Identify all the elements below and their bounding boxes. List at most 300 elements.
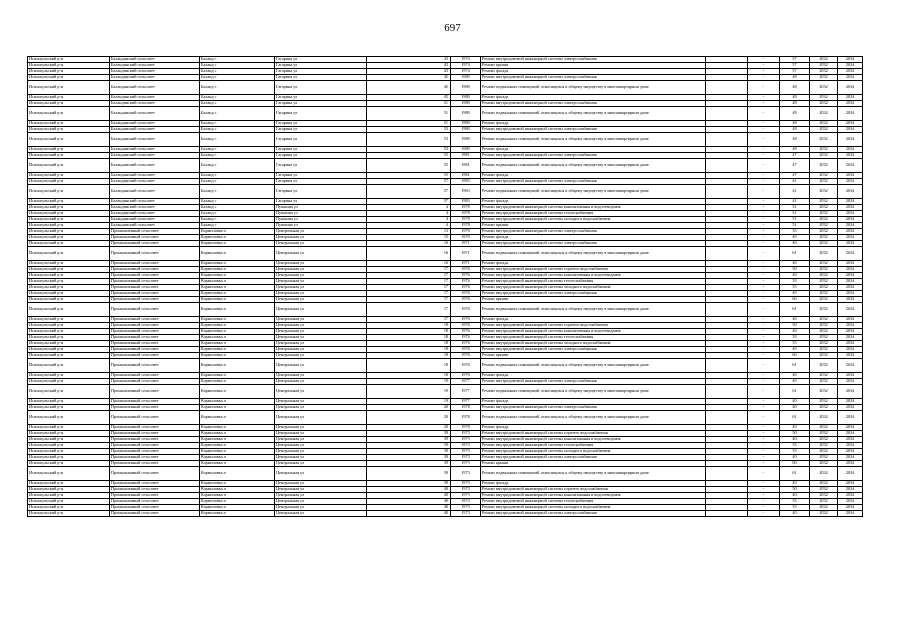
council-cell: Баландинский сельсовет: [110, 211, 200, 217]
empty-cell: [706, 385, 748, 399]
year-built-cell: 1978: [451, 205, 481, 211]
settlement-cell: Кормиловка п: [200, 359, 275, 373]
work-type-cell: Ремонт подвальных помещений, относящихся к общему имуществу в многоквартирном доме: [481, 359, 706, 373]
empty-cell: [706, 511, 748, 517]
district-cell: Исилькульский р-н: [28, 353, 110, 359]
year-built-cell: 1976: [451, 373, 481, 379]
year-built-cell: 1980: [451, 133, 481, 147]
dash-cell: -: [748, 443, 780, 449]
end-year-cell: 2034: [838, 487, 863, 493]
council-cell: Баландинский сельсовет: [110, 199, 200, 205]
start-year-cell: 2032: [810, 467, 838, 481]
end-year-cell: 2034: [838, 291, 863, 297]
start-year-cell: 2032: [810, 159, 838, 173]
street-cell: Центральная ул: [275, 317, 367, 323]
dash-cell: -: [748, 511, 780, 517]
council-cell: Промышленный сельсовет: [110, 261, 200, 267]
street-cell: Центральная ул: [275, 487, 367, 493]
council-cell: Промышленный сельсовет: [110, 499, 200, 505]
dash-cell: -: [748, 69, 780, 75]
wear-cell: 40: [780, 405, 810, 411]
district-cell: Исилькульский р-н: [28, 153, 110, 159]
house-number-cell: 51: [367, 121, 451, 127]
district-cell: Исилькульский р-н: [28, 121, 110, 127]
start-year-cell: 2032: [810, 405, 838, 411]
year-built-cell: 1973: [451, 443, 481, 449]
dash-cell: -: [748, 323, 780, 329]
wear-cell: 40: [780, 481, 810, 487]
work-type-cell: Ремонт подвальных помещений, относящихся к общему имуществу в многоквартирном доме: [481, 385, 706, 399]
council-cell: Промышленный сельсовет: [110, 247, 200, 261]
work-type-cell: Ремонт внутридомовой инженерной системы электроснабжения: [481, 75, 706, 81]
house-number-cell: 53: [367, 133, 451, 147]
settlement-cell: Баланд с: [200, 127, 275, 133]
end-year-cell: 2034: [838, 335, 863, 341]
dash-cell: -: [748, 107, 780, 121]
dash-cell: -: [748, 127, 780, 133]
settlement-cell: Кормиловка п: [200, 399, 275, 405]
street-cell: Центральная ул: [275, 505, 367, 511]
district-cell: Исилькульский р-н: [28, 261, 110, 267]
wear-cell: 48: [780, 75, 810, 81]
dash-cell: -: [748, 159, 780, 173]
year-built-cell: 1978: [451, 211, 481, 217]
district-cell: Исилькульский р-н: [28, 273, 110, 279]
district-cell: Исилькульский р-н: [28, 379, 110, 385]
district-cell: Исилькульский р-н: [28, 81, 110, 95]
dash-cell: -: [748, 267, 780, 273]
end-year-cell: 2034: [838, 493, 863, 499]
house-number-cell: 17: [367, 285, 451, 291]
dash-cell: -: [748, 385, 780, 399]
start-year-cell: 2032: [810, 379, 838, 385]
start-year-cell: 2032: [810, 437, 838, 443]
house-number-cell: 18: [367, 373, 451, 379]
wear-cell: 40: [780, 455, 810, 461]
house-number-cell: 55: [367, 153, 451, 159]
start-year-cell: 2032: [810, 261, 838, 267]
council-cell: Промышленный сельсовет: [110, 279, 200, 285]
house-number-cell: 16: [367, 247, 451, 261]
start-year-cell: 2032: [810, 173, 838, 179]
dash-cell: -: [748, 487, 780, 493]
wear-cell: 61: [780, 303, 810, 317]
house-number-cell: 18: [367, 347, 451, 353]
district-cell: Исилькульский р-н: [28, 279, 110, 285]
start-year-cell: 2032: [810, 303, 838, 317]
end-year-cell: 2034: [838, 317, 863, 323]
work-type-cell: Ремонт внутридомовой инженерной системы электроснабжения: [481, 101, 706, 107]
wear-cell: 40: [780, 291, 810, 297]
settlement-cell: Кормиловка п: [200, 317, 275, 323]
street-cell: Центральная ул: [275, 461, 367, 467]
wear-cell: 40: [780, 235, 810, 241]
start-year-cell: 2032: [810, 329, 838, 335]
year-built-cell: 1976: [451, 353, 481, 359]
street-cell: Центральная ул: [275, 437, 367, 443]
street-cell: Центральная ул: [275, 443, 367, 449]
wear-cell: 57: [780, 63, 810, 69]
house-number-cell: 43: [367, 57, 451, 63]
start-year-cell: 2032: [810, 323, 838, 329]
work-type-cell: Ремонт фасада: [481, 69, 706, 75]
house-number-cell: 39: [367, 455, 451, 461]
dash-cell: -: [748, 57, 780, 63]
end-year-cell: 2034: [838, 121, 863, 127]
year-built-cell: 1977: [451, 399, 481, 405]
street-cell: Гагарина ул: [275, 199, 367, 205]
start-year-cell: 2032: [810, 443, 838, 449]
house-number-cell: 19: [367, 399, 451, 405]
house-number-cell: 16: [367, 241, 451, 247]
work-type-cell: Ремонт внутридомовой инженерной системы канализования и водоотведения: [481, 437, 706, 443]
start-year-cell: 2032: [810, 147, 838, 153]
house-number-cell: 45: [367, 75, 451, 81]
settlement-cell: Кормиловка п: [200, 291, 275, 297]
end-year-cell: 2034: [838, 199, 863, 205]
end-year-cell: 2034: [838, 223, 863, 229]
house-number-cell: 17: [367, 267, 451, 273]
end-year-cell: 2034: [838, 341, 863, 347]
dash-cell: -: [748, 223, 780, 229]
settlement-cell: Баланд с: [200, 217, 275, 223]
dash-cell: -: [748, 179, 780, 185]
street-cell: Пушкина ул: [275, 217, 367, 223]
street-cell: Центральная ул: [275, 241, 367, 247]
start-year-cell: 2032: [810, 63, 838, 69]
council-cell: Баландинский сельсовет: [110, 63, 200, 69]
dash-cell: -: [748, 379, 780, 385]
street-cell: Гагарина ул: [275, 81, 367, 95]
council-cell: Промышленный сельсовет: [110, 399, 200, 405]
wear-cell: 41: [780, 199, 810, 205]
work-type-cell: Ремонт фасада: [481, 121, 706, 127]
work-type-cell: Ремонт внутридомовой инженерной системы электроснабжения: [481, 455, 706, 461]
district-cell: Исилькульский р-н: [28, 405, 110, 411]
wear-cell: 60: [780, 461, 810, 467]
dash-cell: -: [748, 211, 780, 217]
settlement-cell: Кормиловка п: [200, 273, 275, 279]
council-cell: Баландинский сельсовет: [110, 185, 200, 199]
house-number-cell: 40: [367, 505, 451, 511]
work-type-cell: Ремонт внутридомовой инженерной системы электроснабжения: [481, 229, 706, 235]
dash-cell: -: [748, 505, 780, 511]
year-built-cell: 1980: [451, 107, 481, 121]
district-cell: Исилькульский р-н: [28, 461, 110, 467]
wear-cell: 40: [780, 347, 810, 353]
start-year-cell: 2032: [810, 285, 838, 291]
settlement-cell: Кормиловка п: [200, 341, 275, 347]
empty-cell: [706, 247, 748, 261]
district-cell: Исилькульский р-н: [28, 57, 110, 63]
council-cell: Промышленный сельсовет: [110, 347, 200, 353]
settlement-cell: Кормиловка п: [200, 437, 275, 443]
end-year-cell: 2034: [838, 467, 863, 481]
council-cell: Промышленный сельсовет: [110, 353, 200, 359]
council-cell: Промышленный сельсовет: [110, 291, 200, 297]
start-year-cell: 2032: [810, 449, 838, 455]
street-cell: Центральная ул: [275, 341, 367, 347]
work-type-cell: Ремонт фасада: [481, 425, 706, 431]
council-cell: Промышленный сельсовет: [110, 267, 200, 273]
settlement-cell: Кормиловка п: [200, 329, 275, 335]
start-year-cell: 2032: [810, 297, 838, 303]
start-year-cell: 2032: [810, 121, 838, 127]
district-cell: Исилькульский р-н: [28, 95, 110, 101]
start-year-cell: 2032: [810, 127, 838, 133]
dash-cell: -: [748, 425, 780, 431]
wear-cell: 51: [780, 217, 810, 223]
empty-cell: [706, 133, 748, 147]
district-cell: Исилькульский р-н: [28, 411, 110, 425]
wear-cell: 35: [780, 443, 810, 449]
year-built-cell: 1980: [451, 127, 481, 133]
house-number-cell: 40: [367, 499, 451, 505]
start-year-cell: 2032: [810, 411, 838, 425]
start-year-cell: 2032: [810, 335, 838, 341]
district-cell: Исилькульский р-н: [28, 399, 110, 405]
work-type-cell: Ремонт фасада: [481, 317, 706, 323]
council-cell: Баландинский сельсовет: [110, 69, 200, 75]
end-year-cell: 2034: [838, 159, 863, 173]
wear-cell: 50: [780, 431, 810, 437]
work-type-cell: Ремонт внутридомовой инженерной системы горячего водоснабжения: [481, 267, 706, 273]
dash-cell: -: [748, 261, 780, 267]
council-cell: Баландинский сельсовет: [110, 95, 200, 101]
work-type-cell: Ремонт внутридомовой инженерной системы холодного водоснабжения: [481, 341, 706, 347]
end-year-cell: 2034: [838, 499, 863, 505]
dash-cell: -: [748, 235, 780, 241]
street-cell: Центральная ул: [275, 329, 367, 335]
work-type-cell: Ремонт внутридомовой инженерной системы теплоснабжения: [481, 279, 706, 285]
start-year-cell: 2032: [810, 279, 838, 285]
district-cell: Исилькульский р-н: [28, 493, 110, 499]
settlement-cell: Кормиловка п: [200, 467, 275, 481]
year-built-cell: 1973: [451, 431, 481, 437]
work-type-cell: Ремонт внутридомовой инженерной системы электроснабжения: [481, 511, 706, 517]
wear-cell: 40: [780, 261, 810, 267]
year-built-cell: 1974: [451, 69, 481, 75]
year-built-cell: 1976: [451, 335, 481, 341]
start-year-cell: 2032: [810, 487, 838, 493]
end-year-cell: 2034: [838, 185, 863, 199]
house-number-cell: 17: [367, 317, 451, 323]
district-cell: Исилькульский р-н: [28, 373, 110, 379]
council-cell: Промышленный сельсовет: [110, 455, 200, 461]
start-year-cell: 2032: [810, 241, 838, 247]
council-cell: Промышленный сельсовет: [110, 329, 200, 335]
house-number-cell: 15: [367, 235, 451, 241]
start-year-cell: 2032: [810, 211, 838, 217]
settlement-cell: Кормиловка п: [200, 235, 275, 241]
end-year-cell: 2034: [838, 297, 863, 303]
year-built-cell: 1978: [451, 425, 481, 431]
district-cell: Исилькульский р-н: [28, 341, 110, 347]
wear-cell: 35: [780, 279, 810, 285]
council-cell: Промышленный сельсовет: [110, 273, 200, 279]
council-cell: Промышленный сельсовет: [110, 443, 200, 449]
year-built-cell: 1978: [451, 223, 481, 229]
wear-cell: 47: [780, 153, 810, 159]
work-type-cell: Ремонт внутридомовой инженерной системы теплоснабжения: [481, 443, 706, 449]
year-built-cell: 1976: [451, 347, 481, 353]
wear-cell: 60: [780, 297, 810, 303]
year-built-cell: 1983: [451, 185, 481, 199]
dash-cell: -: [748, 353, 780, 359]
dash-cell: -: [748, 449, 780, 455]
wear-cell: 48: [780, 95, 810, 101]
settlement-cell: Баланд с: [200, 75, 275, 81]
district-cell: Исилькульский р-н: [28, 359, 110, 373]
street-cell: Гагарина ул: [275, 179, 367, 185]
council-cell: Промышленный сельсовет: [110, 303, 200, 317]
district-cell: Исилькульский р-н: [28, 317, 110, 323]
district-cell: Исилькульский р-н: [28, 347, 110, 353]
start-year-cell: 2032: [810, 461, 838, 467]
house-number-cell: 45: [367, 81, 451, 95]
dash-cell: -: [748, 279, 780, 285]
end-year-cell: 2034: [838, 81, 863, 95]
dash-cell: -: [748, 291, 780, 297]
settlement-cell: Кормиловка п: [200, 461, 275, 467]
district-cell: Исилькульский р-н: [28, 173, 110, 179]
settlement-cell: Кормиловка п: [200, 505, 275, 511]
wear-cell: 35: [780, 229, 810, 235]
end-year-cell: 2034: [838, 95, 863, 101]
end-year-cell: 2034: [838, 235, 863, 241]
settlement-cell: Кормиловка п: [200, 335, 275, 341]
work-type-cell: Ремонт внутридомовой инженерной системы холодного водоснабжения: [481, 285, 706, 291]
wear-cell: 40: [780, 493, 810, 499]
street-cell: Центральная ул: [275, 267, 367, 273]
start-year-cell: 2032: [810, 353, 838, 359]
empty-cell: [706, 411, 748, 425]
house-number-cell: 17: [367, 279, 451, 285]
district-cell: Исилькульский р-н: [28, 499, 110, 505]
house-number-cell: 40: [367, 511, 451, 517]
council-cell: Промышленный сельсовет: [110, 373, 200, 379]
dash-cell: -: [748, 185, 780, 199]
end-year-cell: 2034: [838, 63, 863, 69]
house-number-cell: 4: [367, 211, 451, 217]
council-cell: Промышленный сельсовет: [110, 481, 200, 487]
house-number-cell: 40: [367, 487, 451, 493]
settlement-cell: Кормиловка п: [200, 411, 275, 425]
street-cell: Гагарина ул: [275, 75, 367, 81]
street-cell: Гагарина ул: [275, 63, 367, 69]
year-built-cell: 1976: [451, 303, 481, 317]
end-year-cell: 2034: [838, 69, 863, 75]
end-year-cell: 2034: [838, 431, 863, 437]
street-cell: Центральная ул: [275, 347, 367, 353]
work-type-cell: Ремонт внутридомовой инженерной системы электроснабжения: [481, 127, 706, 133]
end-year-cell: 2034: [838, 101, 863, 107]
end-year-cell: 2034: [838, 373, 863, 379]
work-type-cell: Ремонт подвальных помещений, относящихся к общему имуществу в многоквартирном доме: [481, 411, 706, 425]
settlement-cell: Кормиловка п: [200, 323, 275, 329]
year-built-cell: 1971: [451, 241, 481, 247]
dash-cell: -: [748, 95, 780, 101]
end-year-cell: 2034: [838, 205, 863, 211]
district-cell: Исилькульский р-н: [28, 267, 110, 273]
year-built-cell: 1980: [451, 147, 481, 153]
street-cell: Центральная ул: [275, 229, 367, 235]
year-built-cell: 1976: [451, 359, 481, 373]
settlement-cell: Кормиловка п: [200, 443, 275, 449]
street-cell: Центральная ул: [275, 399, 367, 405]
year-built-cell: 1973: [451, 511, 481, 517]
house-number-cell: 16: [367, 261, 451, 267]
start-year-cell: 2032: [810, 431, 838, 437]
dash-cell: -: [748, 341, 780, 347]
house-number-cell: 18: [367, 341, 451, 347]
house-number-cell: 17: [367, 273, 451, 279]
start-year-cell: 2032: [810, 499, 838, 505]
house-number-cell: 57: [367, 179, 451, 185]
street-cell: Центральная ул: [275, 353, 367, 359]
dash-cell: -: [748, 75, 780, 81]
end-year-cell: 2034: [838, 437, 863, 443]
council-cell: Баландинский сельсовет: [110, 173, 200, 179]
work-type-cell: Ремонт фасада: [481, 373, 706, 379]
street-cell: Центральная ул: [275, 499, 367, 505]
year-built-cell: 1981: [451, 159, 481, 173]
wear-cell: 55: [780, 505, 810, 511]
street-cell: Гагарина ул: [275, 101, 367, 107]
start-year-cell: 2032: [810, 179, 838, 185]
council-cell: Баландинский сельсовет: [110, 159, 200, 173]
settlement-cell: Кормиловка п: [200, 297, 275, 303]
settlement-cell: Кормиловка п: [200, 261, 275, 267]
end-year-cell: 2034: [838, 147, 863, 153]
end-year-cell: 2034: [838, 511, 863, 517]
house-number-cell: 20: [367, 425, 451, 431]
dash-cell: -: [748, 405, 780, 411]
year-built-cell: 1976: [451, 329, 481, 335]
district-cell: Исилькульский р-н: [28, 291, 110, 297]
district-cell: Исилькульский р-н: [28, 69, 110, 75]
district-cell: Исилькульский р-н: [28, 127, 110, 133]
settlement-cell: Баланд с: [200, 95, 275, 101]
council-cell: Баландинский сельсовет: [110, 133, 200, 147]
settlement-cell: Баланд с: [200, 147, 275, 153]
district-cell: Исилькульский р-н: [28, 63, 110, 69]
wear-cell: 40: [780, 437, 810, 443]
wear-cell: 48: [780, 147, 810, 153]
dash-cell: -: [748, 81, 780, 95]
house-number-cell: 18: [367, 359, 451, 373]
settlement-cell: Баланд с: [200, 63, 275, 69]
year-built-cell: 1973: [451, 487, 481, 493]
wear-cell: 40: [780, 379, 810, 385]
council-cell: Промышленный сельсовет: [110, 493, 200, 499]
start-year-cell: 2032: [810, 247, 838, 261]
wear-cell: 61: [780, 359, 810, 373]
house-number-cell: 19: [367, 385, 451, 399]
wear-cell: 35: [780, 499, 810, 505]
street-cell: Центральная ул: [275, 455, 367, 461]
council-cell: Промышленный сельсовет: [110, 241, 200, 247]
start-year-cell: 2032: [810, 455, 838, 461]
year-built-cell: 1978: [451, 405, 481, 411]
house-number-cell: 17: [367, 291, 451, 297]
house-number-cell: 43: [367, 63, 451, 69]
table-row: [28, 303, 863, 317]
dash-cell: -: [748, 481, 780, 487]
settlement-cell: Баланд с: [200, 57, 275, 63]
district-cell: Исилькульский р-н: [28, 235, 110, 241]
work-type-cell: Ремонт подвальных помещений, относящихся к общему имуществу в многоквартирном доме: [481, 303, 706, 317]
